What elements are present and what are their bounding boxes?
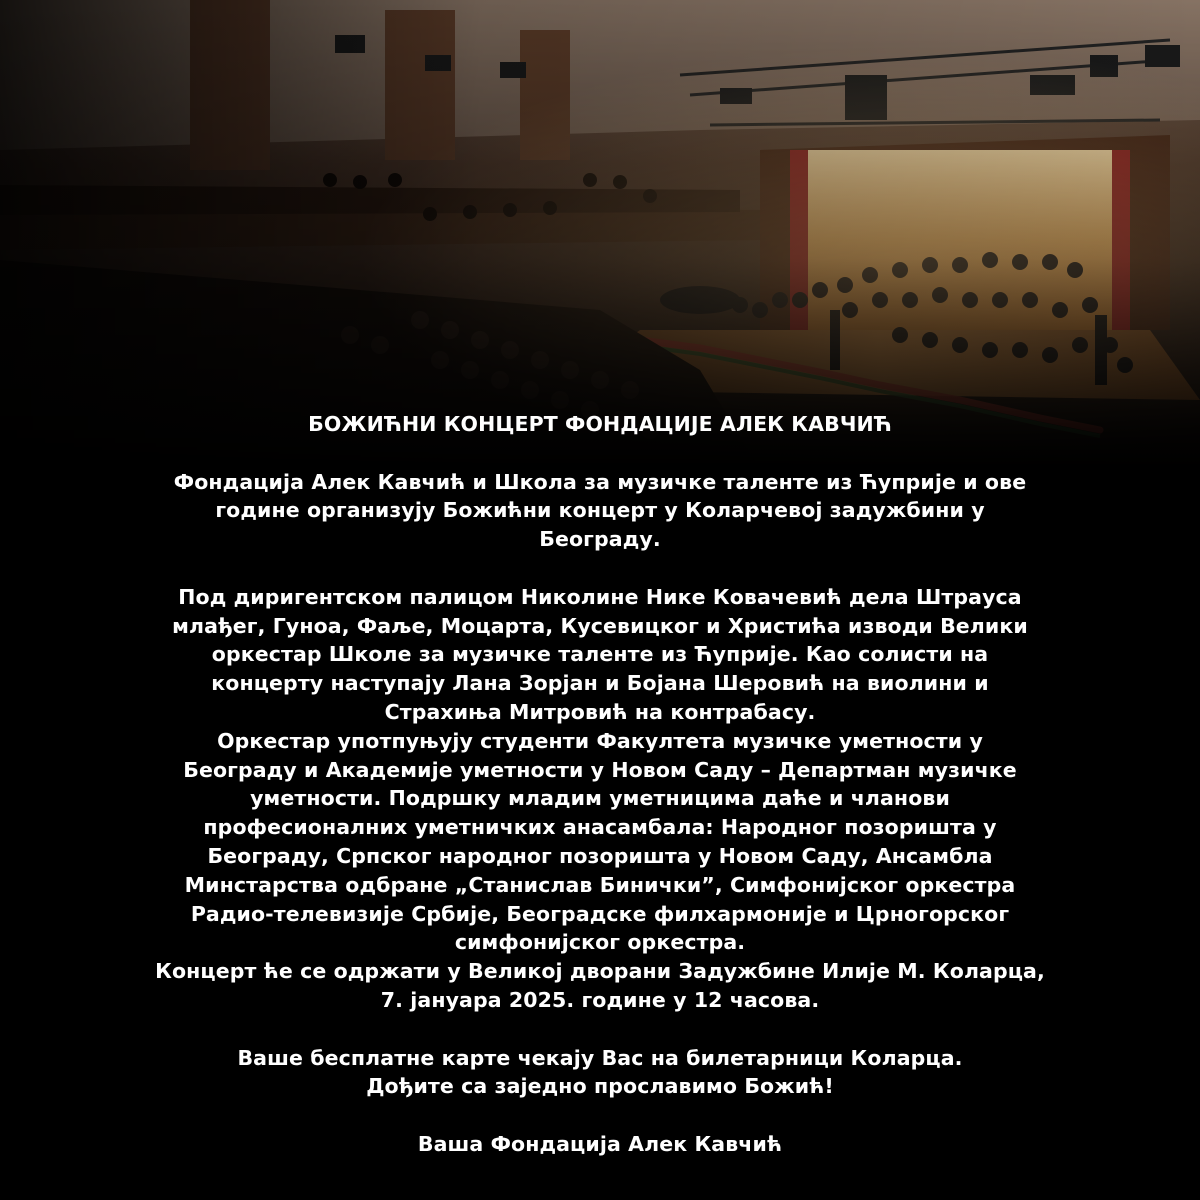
body-paragraph (0, 583, 1200, 1015)
body-line: професионалних уметничких анасамбала: Народног позоришта у (203, 815, 997, 840)
closing-line: Дођите са заједно прославимо Божић! (366, 1074, 834, 1099)
intro-line: Београду. (539, 527, 661, 552)
body-line: Концерт ће се одржати у Великој дворани Задужбине Илије М. Коларца, (155, 959, 1045, 984)
body-line: Београду, Српског народног позоришта у Новом Саду, Ансамбла (207, 843, 993, 868)
body-line: уметности. Подршку младим уметницима даће и чланови (250, 786, 950, 811)
body-line: концерту наступају Лана Зорјан и Бојана Шеровић на виолини и (211, 671, 989, 696)
closing-paragraph (0, 1044, 1200, 1102)
body-line: оркестар Школе за музичке таленте из Ћуприје. Као солисти на (211, 642, 989, 667)
body-line: Радио-телевизије Србије, Београдске филхармоније и Црногорског (190, 901, 1010, 926)
intro-paragraph (0, 468, 1200, 554)
body-line: Страхиња Митровић на контрабасу. (384, 699, 816, 724)
body-line: Београду и Академије уметности у Новом Саду – Департман музичке (183, 757, 1017, 782)
poster-title: БОЖИЋНИ КОНЦЕРТ ФОНДАЦИЈЕ АЛЕК КАВЧИЋ (308, 412, 892, 436)
intro-line: године организују Божићни концерт у Коларчевој задужбини у (215, 498, 985, 523)
body-line: млађег, Гуноа, Фаље, Моцарта, Кусевицког и Христића изводи Велики (172, 613, 1028, 638)
body-line: симфонијског оркестра. (454, 930, 746, 955)
body-line: Оркестар употпуњују студенти Факултета музичке уметности у (217, 728, 983, 753)
body-line: Под диригентском палицом Николине Нике Ковачевић дела Штрауса (178, 584, 1022, 609)
concert-hall-photo (0, 0, 1200, 470)
intro-line: Фондација Алек Кавчић и Школа за музичке таленте из Ћуприје и ове (173, 469, 1027, 494)
closing-line: Ваше бесплатне карте чекају Вас на билетарници Коларца. (237, 1045, 963, 1070)
body-line: Минстарства одбране „Станислав Бинички”, Симфонијског оркестра (184, 872, 1016, 897)
signature: Ваша Фондација Алек Кавчић (417, 1131, 783, 1156)
body-line: 7. јануара 2025. године у 12 часова. (380, 987, 820, 1012)
announcement-text (0, 410, 1200, 1159)
